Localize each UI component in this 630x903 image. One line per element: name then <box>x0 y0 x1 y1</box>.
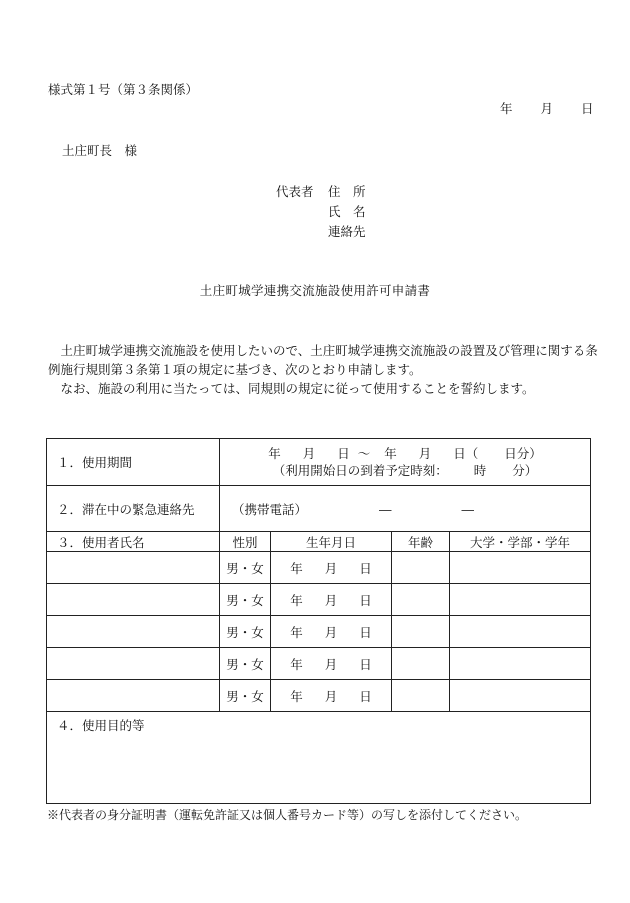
period-range <box>226 445 584 462</box>
user-name-cell[interactable] <box>47 648 220 680</box>
period-row <box>47 439 591 486</box>
user-name-cell[interactable] <box>47 616 220 648</box>
period-separator: ～ <box>357 446 371 461</box>
user-age-cell[interactable] <box>392 552 450 584</box>
birth-year: 年 <box>290 688 303 704</box>
form-number: 様式第１号（第３条関係） <box>48 82 199 97</box>
period-end-month: 月 <box>418 446 432 461</box>
birthdate-header: 生年月日 <box>271 532 392 552</box>
user-sex-cell[interactable]: 男・女 <box>220 616 271 648</box>
user-birthdate-cell[interactable] <box>271 584 392 616</box>
purpose-row <box>47 712 591 804</box>
user-age-cell[interactable] <box>392 680 450 712</box>
period-start-month: 月 <box>302 446 316 461</box>
birth-month: 月 <box>324 656 338 672</box>
birth-month: 月 <box>324 688 338 704</box>
user-name-cell[interactable] <box>47 552 220 584</box>
period-field[interactable] <box>220 439 591 486</box>
emergency-phone-field[interactable] <box>220 486 591 532</box>
user-birthdate-cell[interactable] <box>271 648 392 680</box>
phone-dash-1: ― <box>379 501 392 517</box>
body-paragraph-1: 土庄町城学連携交流施設を使用したいので、土庄町城学連携交流施設の設置及び管理に関する条例施行規則第３条第１項の規定に基づき、次のとおり申請します。 <box>48 343 598 377</box>
user-row <box>47 648 591 680</box>
birth-day: 日 <box>359 592 372 608</box>
user-birthdate-cell[interactable] <box>271 552 392 584</box>
date-year: 年 <box>500 101 513 116</box>
user-school-cell[interactable] <box>450 648 591 680</box>
user-school-cell[interactable] <box>450 552 591 584</box>
user-row <box>47 680 591 712</box>
user-name-cell[interactable] <box>47 584 220 616</box>
user-birthdate-cell[interactable] <box>271 680 392 712</box>
footnote: ※代表者の身分証明書（運転免許証又は個人番号カード等）の写しを添付してください。 <box>47 808 528 822</box>
purpose-label: ４．使用目的等 <box>57 718 145 733</box>
contact-label: 連絡先 <box>328 224 366 239</box>
name-label: 氏 名 <box>328 204 366 219</box>
birth-day: 日 <box>359 560 372 576</box>
phone-label: （携帯電話） <box>232 501 308 517</box>
phone-dash-2: ― <box>461 501 475 517</box>
date-day: 日 <box>581 101 594 116</box>
birth-day: 日 <box>359 624 372 640</box>
user-sex-cell[interactable]: 男・女 <box>220 648 271 680</box>
body-paragraph-2: なお、施設の利用に当たっては、同規則の規定に従って使用することを誓約します。 <box>48 381 535 396</box>
age-header: 年齢 <box>392 532 450 552</box>
document-title: 土庄町城学連携交流施設使用許可申請書 <box>199 283 431 298</box>
period-start-year: 年 <box>268 446 281 461</box>
arrival-time-label: （利用開始日の到着予定時刻： <box>272 463 448 478</box>
body-text <box>48 341 608 398</box>
user-school-cell[interactable] <box>450 616 591 648</box>
address-label: 住 所 <box>328 184 366 199</box>
user-row <box>47 552 591 584</box>
birth-year: 年 <box>290 656 303 672</box>
user-school-cell[interactable] <box>450 680 591 712</box>
users-name-header: ３．使用者氏名 <box>47 532 220 552</box>
user-row <box>47 616 591 648</box>
period-start-day: 日 <box>337 446 350 461</box>
user-birthdate-cell[interactable] <box>271 616 392 648</box>
users-header-row <box>47 532 591 552</box>
birth-day: 日 <box>359 688 372 704</box>
representative-block <box>276 182 378 242</box>
emergency-row <box>47 486 591 532</box>
user-sex-cell[interactable]: 男・女 <box>220 584 271 616</box>
birth-year: 年 <box>290 592 303 608</box>
sex-header: 性別 <box>220 532 271 552</box>
emergency-label: ２．滞在中の緊急連絡先 <box>47 486 220 532</box>
user-age-cell[interactable] <box>392 648 450 680</box>
user-row <box>47 584 591 616</box>
user-age-cell[interactable] <box>392 616 450 648</box>
user-sex-cell[interactable]: 男・女 <box>220 680 271 712</box>
period-end-year: 年 <box>384 446 397 461</box>
user-age-cell[interactable] <box>392 584 450 616</box>
period-label: １．使用期間 <box>47 439 220 486</box>
birth-day: 日 <box>359 656 372 672</box>
representative-label: 代表者 <box>276 184 314 199</box>
period-days: 日分） <box>504 446 542 461</box>
arrival-time <box>226 462 584 479</box>
user-school-cell[interactable] <box>450 584 591 616</box>
user-sex-cell[interactable]: 男・女 <box>220 552 271 584</box>
application-form-table <box>46 438 591 804</box>
school-header: 大学・学部・学年 <box>450 532 591 552</box>
period-end-day: 日（ <box>453 446 479 461</box>
purpose-field[interactable] <box>47 712 591 804</box>
birth-year: 年 <box>290 560 303 576</box>
birth-month: 月 <box>324 560 338 576</box>
date-month: 月 <box>540 101 554 116</box>
arrival-minute: 分） <box>512 463 538 478</box>
birth-month: 月 <box>324 624 338 640</box>
arrival-hour: 時 <box>473 463 487 478</box>
birth-month: 月 <box>324 592 338 608</box>
birth-year: 年 <box>290 624 303 640</box>
user-name-cell[interactable] <box>47 680 220 712</box>
application-date <box>500 99 594 117</box>
addressee: 土庄町長 様 <box>62 143 138 158</box>
